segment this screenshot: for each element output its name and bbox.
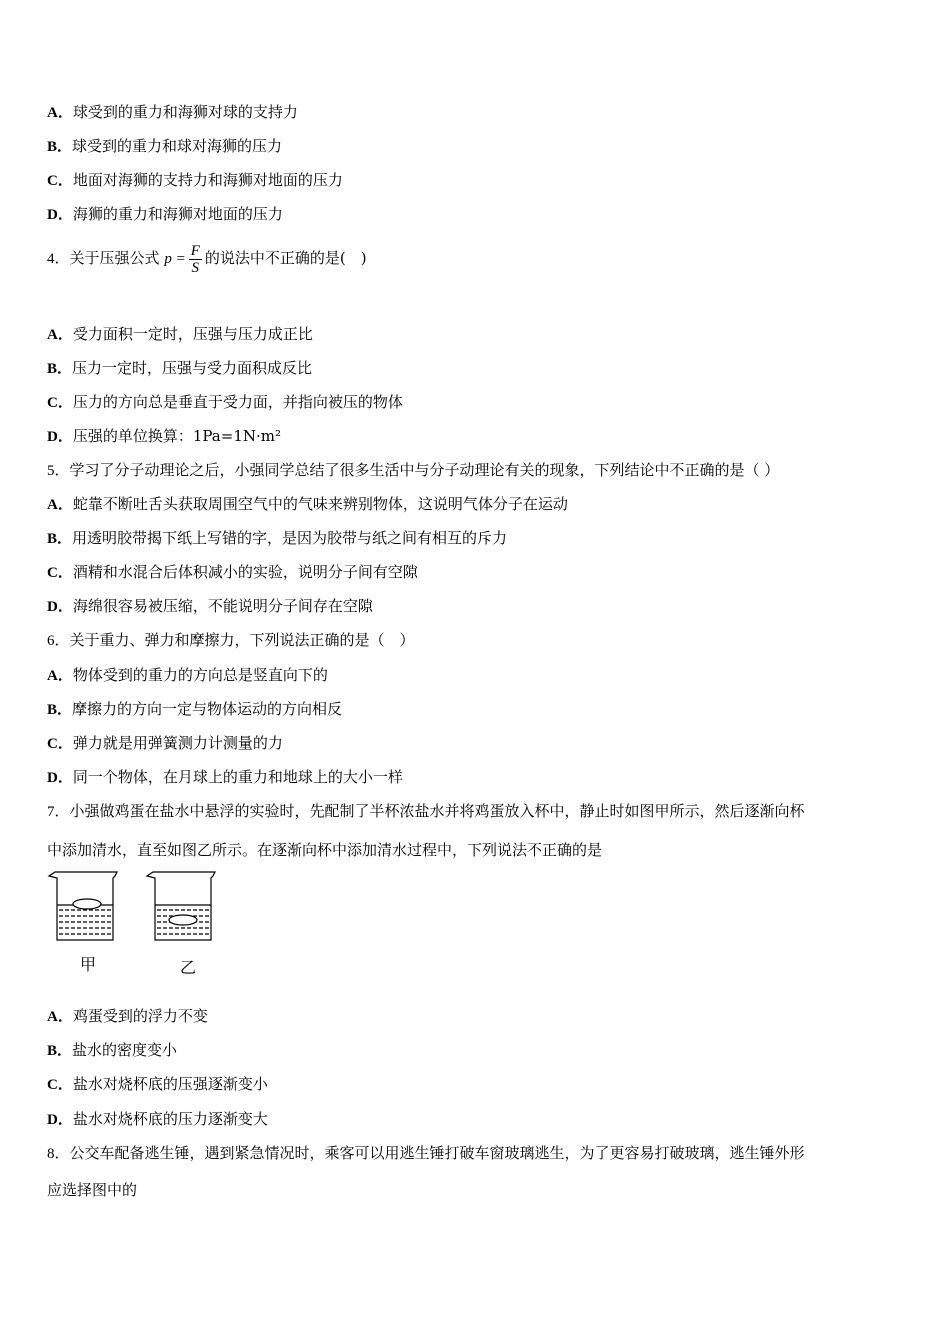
q5-option-b: B．用透明胶带揭下纸上写错的字，是因为胶带与纸之间有相互的斥力 <box>47 529 508 547</box>
question-number: 4． <box>47 251 70 267</box>
q7-option-a: A．鸡蛋受到的浮力不变 <box>47 1007 208 1025</box>
beaker-yi <box>147 872 215 940</box>
beaker-jia <box>49 872 117 940</box>
q4-option-d: D．压强的单位换算：1Pa=1N·m² <box>47 427 281 445</box>
q5-option-a: A．蛇靠不断吐舌头获取周围空气中的气味来辨别物体，这说明气体分子在运动 <box>47 495 568 513</box>
q3-option-a: A．球受到的重力和海狮对球的支持力 <box>47 103 298 121</box>
q4-stem: 4．关于压强公式 p = $\frac{F}{S}$ 的说法中不正确的是( ) <box>47 242 367 276</box>
formula-fraction: $\frac{F}{S}$ <box>190 242 200 276</box>
q5-stem: 5．学习了分子动理论之后，小强同学总结了很多生活中与分子动理论有关的现象，下列结论中不正确的是（ ） <box>47 461 780 479</box>
q4-option-c: C．压力的方向总是垂直于受力面，并指向被压的物体 <box>47 393 403 411</box>
beaker-figure <box>47 870 237 980</box>
q4-option-a: A．受力面积一定时，压强与压力成正比 <box>47 325 313 343</box>
figure-label-yi: 乙 <box>180 958 197 977</box>
q7-option-d: D．盐水对烧杯底的压力逐渐变大 <box>47 1110 268 1128</box>
q6-option-b: B．摩擦力的方向一定与物体运动的方向相反 <box>47 700 343 718</box>
q6-option-d: D．同一个物体，在月球上的重力和地球上的大小一样 <box>47 768 403 786</box>
q3-option-b: B．球受到的重力和球对海狮的压力 <box>47 137 283 155</box>
q8-stem-line2: 应选择图中的 <box>47 1181 138 1199</box>
q7-option-b: B．盐水的密度变小 <box>47 1041 178 1059</box>
q4-option-b: B．压力一定时，压强与受力面积成反比 <box>47 359 313 377</box>
q6-stem: 6．关于重力、弹力和摩擦力，下列说法正确的是（ ） <box>47 631 415 649</box>
q6-option-c: C．弹力就是用弹簧测力计测量的力 <box>47 734 283 752</box>
q3-option-c: C．地面对海狮的支持力和海狮对地面的压力 <box>47 171 343 189</box>
q5-option-c: C．酒精和水混合后体积减小的实验，说明分子间有空隙 <box>47 563 418 581</box>
q5-option-d: D．海绵很容易被压缩，不能说明分子间存在空隙 <box>47 597 373 615</box>
q7-option-c: C．盐水对烧杯底的压强逐渐变小 <box>47 1075 268 1093</box>
beakers-illustration <box>47 870 237 950</box>
q7-stem-line1: 7．小强做鸡蛋在盐水中悬浮的实验时，先配制了半杯浓盐水并将鸡蛋放入杯中，静止时如图甲所示，然后逐渐向杯 <box>47 802 805 820</box>
pressure-formula: p = <box>164 251 186 267</box>
q8-stem-line1: 8．公交车配备逃生锤，遇到紧急情况时，乘客可以用逃生锤打破车窗玻璃逃生，为了更容易打破玻璃，逃生锤外形 <box>47 1144 805 1162</box>
q7-stem-line2: 中添加清水，直至如图乙所示。在逐渐向杯中添加清水过程中，下列说法不正确的是 <box>47 841 603 859</box>
q3-option-d: D．海狮的重力和海狮对地面的压力 <box>47 205 283 223</box>
q6-option-a: A．物体受到的重力的方向总是竖直向下的 <box>47 666 328 684</box>
figure-label-jia: 甲 <box>80 955 97 974</box>
